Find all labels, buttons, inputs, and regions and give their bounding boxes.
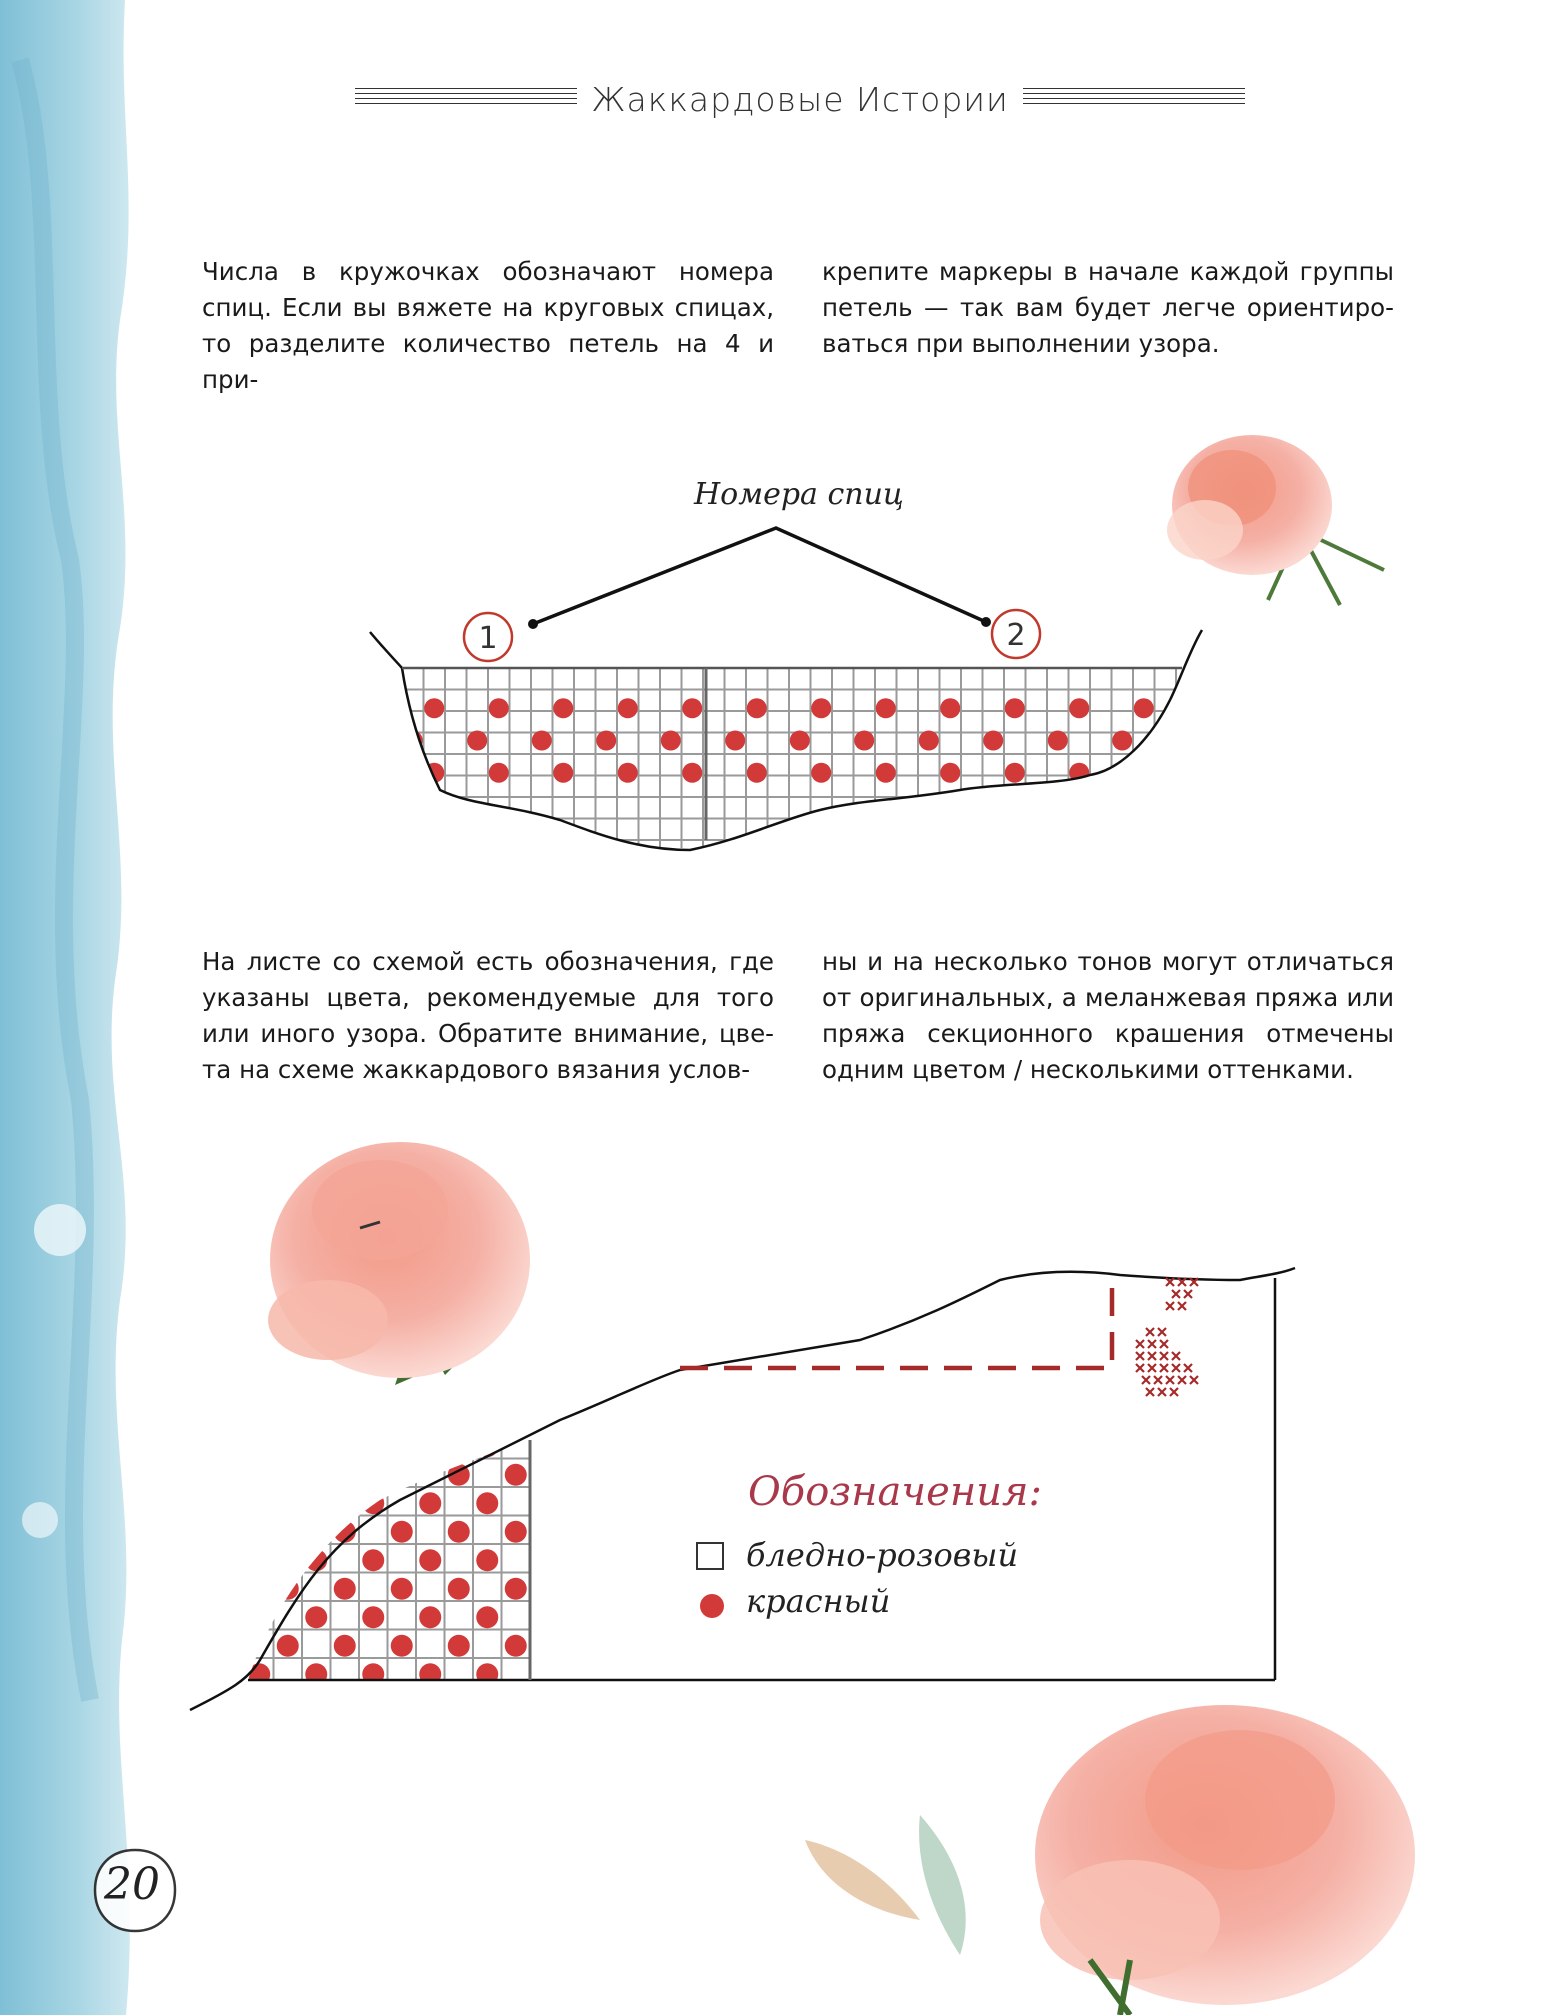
paragraph-3: На листе со схемой есть обозначения, где указаны цвета, рекомендуемые для того или иного узора. Обратите внимание, цве-та на схеме жаккардового вязания услов- [202, 947, 774, 1084]
knit-dot [448, 1521, 470, 1543]
knit-dot [1134, 763, 1154, 783]
needle-marker-2 [992, 610, 1040, 658]
legend-label-red: красный [746, 1582, 891, 1620]
needle-diagram [370, 477, 1202, 850]
cross-stitch [1148, 1364, 1156, 1372]
knit-dot [489, 763, 509, 783]
cross-stitch [1160, 1364, 1168, 1372]
knit-dot [1005, 698, 1025, 718]
paragraph-1: Числа в кружочках обозначают номера спиц. Если вы вяжете на круговых спицах, то разделите количество петель на 4 и при- [202, 257, 774, 394]
knit-dot [1048, 731, 1068, 751]
knit-dot [1112, 731, 1132, 751]
knit-dot [448, 1635, 470, 1657]
cross-stitch [1136, 1340, 1144, 1348]
knit-dot [248, 1549, 270, 1571]
knit-dot [334, 1578, 356, 1600]
cross-stitch [1148, 1352, 1156, 1360]
knit-dot [248, 1492, 270, 1514]
cross-stitch [1142, 1376, 1150, 1384]
knit-dot [747, 763, 767, 783]
cross-stitch [1166, 1302, 1174, 1310]
cross-stitch [1170, 1388, 1178, 1396]
cross-stitch [1172, 1352, 1180, 1360]
knit-dot [854, 731, 874, 751]
knit-dot [811, 763, 831, 783]
paragraph-4: ны и на несколько тонов могут отличаться от оригинальных, а меланжевая пряжа или пряжа секционного крашения отмечены одним цветом / несколькими оттенками. [822, 947, 1394, 1084]
knit-dot [419, 1663, 441, 1685]
knit-dot [391, 1464, 413, 1486]
knit-dot [876, 763, 896, 783]
knit-dot [876, 698, 896, 718]
knit-dot [248, 1606, 270, 1628]
knit-dot [305, 1435, 327, 1457]
knit-dot [1069, 698, 1089, 718]
needle-label: Номера спиц [694, 477, 904, 512]
knit-dot [533, 1606, 555, 1628]
cross-stitch [1166, 1376, 1174, 1384]
legend-swatch-red [700, 1594, 724, 1618]
rose-illustration-middle [268, 1142, 530, 1385]
knit-dot [533, 1663, 555, 1685]
knit-dot [277, 1578, 299, 1600]
knit-dot [1177, 731, 1197, 751]
cross-stitch [1148, 1340, 1156, 1348]
knit-dot [919, 731, 939, 751]
knit-dot [305, 1606, 327, 1628]
knit-dot [725, 731, 745, 751]
cross-stitch [1158, 1328, 1166, 1336]
page-number: 20 [104, 1859, 160, 1910]
legend-swatch-pale-pink [697, 1543, 723, 1569]
knit-dot [747, 698, 767, 718]
paragraph-2: крепите маркеры в начале каждой группы петель — так вам будет легче ориентиро-ваться при выполнении узора. [822, 257, 1394, 358]
knit-dot [505, 1578, 527, 1600]
knit-dot [362, 1606, 384, 1628]
cross-stitch [1190, 1376, 1198, 1384]
knit-dot [419, 1549, 441, 1571]
cross-stitch [1160, 1352, 1168, 1360]
knit-dot [391, 1635, 413, 1657]
knit-dot [682, 698, 702, 718]
rose-illustration-top [1167, 435, 1384, 605]
knit-dot [391, 1578, 413, 1600]
knit-dot [940, 763, 960, 783]
pointer-dot-1 [528, 619, 538, 629]
knit-dot [533, 1435, 555, 1457]
knit-dot [248, 1435, 270, 1457]
knit-dot [476, 1549, 498, 1571]
knit-dot [553, 763, 573, 783]
knit-dot [682, 763, 702, 783]
knitting-grid-2 [240, 1430, 559, 1690]
cross-stitch [1146, 1388, 1154, 1396]
svg-text:1: 1 [478, 621, 498, 656]
knit-dot [448, 1578, 470, 1600]
cross-stitch [1184, 1364, 1192, 1372]
cross-stitch [1172, 1364, 1180, 1372]
knit-dot [940, 698, 960, 718]
knit-dot [362, 1663, 384, 1685]
knit-dot [1005, 763, 1025, 783]
knit-dot [305, 1549, 327, 1571]
knit-dot [248, 1663, 270, 1685]
knit-dot [790, 731, 810, 751]
knit-dot [532, 731, 552, 751]
cross-stitch [1154, 1376, 1162, 1384]
knit-dot [334, 1635, 356, 1657]
knit-dot [419, 1606, 441, 1628]
knit-dot [277, 1521, 299, 1543]
knit-dot [476, 1492, 498, 1514]
legend-label-pale-pink: бледно-розовый [746, 1536, 1019, 1574]
knit-dot [1134, 698, 1154, 718]
knit-dot [424, 698, 444, 718]
knit-dot [811, 698, 831, 718]
cross-stitch [1136, 1352, 1144, 1360]
knit-dot [419, 1492, 441, 1514]
knit-dot [362, 1435, 384, 1457]
knit-dot [533, 1549, 555, 1571]
knit-dot [661, 731, 681, 751]
legend-title: Обозначения: [748, 1469, 1042, 1515]
knit-dot [362, 1549, 384, 1571]
svg-text:2: 2 [1006, 618, 1026, 653]
rose-illustration-bottom [805, 1705, 1415, 2015]
knit-dot [596, 731, 616, 751]
knit-dot [505, 1464, 527, 1486]
knit-dot [476, 1663, 498, 1685]
cross-stitch-motif [1136, 1278, 1198, 1396]
needle-marker-1 [464, 613, 512, 661]
knit-dot [505, 1521, 527, 1543]
knit-dot [277, 1464, 299, 1486]
knit-dot [305, 1663, 327, 1685]
knit-dot [467, 731, 487, 751]
knit-dot [277, 1635, 299, 1657]
knit-dot [419, 1435, 441, 1457]
knit-dot [476, 1435, 498, 1457]
header-title: Жаккардовые Истории [591, 80, 1009, 119]
knit-dot [505, 1635, 527, 1657]
cross-stitch [1178, 1376, 1186, 1384]
cross-stitch [1160, 1340, 1168, 1348]
knit-dot [391, 1521, 413, 1543]
knit-dot [489, 698, 509, 718]
page-number-badge [90, 1845, 180, 1935]
needle-pointer-lines [533, 528, 986, 624]
knit-dot [983, 731, 1003, 751]
knit-dot [476, 1606, 498, 1628]
cross-stitch [1178, 1302, 1186, 1310]
knit-dot [305, 1492, 327, 1514]
cross-stitch [1146, 1328, 1154, 1336]
knit-dot [618, 763, 638, 783]
pointer-dot-2 [981, 617, 991, 627]
knit-dot [553, 698, 573, 718]
knit-dot [618, 698, 638, 718]
cross-stitch [1158, 1388, 1166, 1396]
cross-stitch [1172, 1290, 1180, 1298]
knitting-grid-1 [400, 668, 1202, 848]
cross-stitch [1136, 1364, 1144, 1372]
knit-dot [334, 1464, 356, 1486]
cross-stitch [1184, 1290, 1192, 1298]
knit-dot [533, 1492, 555, 1514]
